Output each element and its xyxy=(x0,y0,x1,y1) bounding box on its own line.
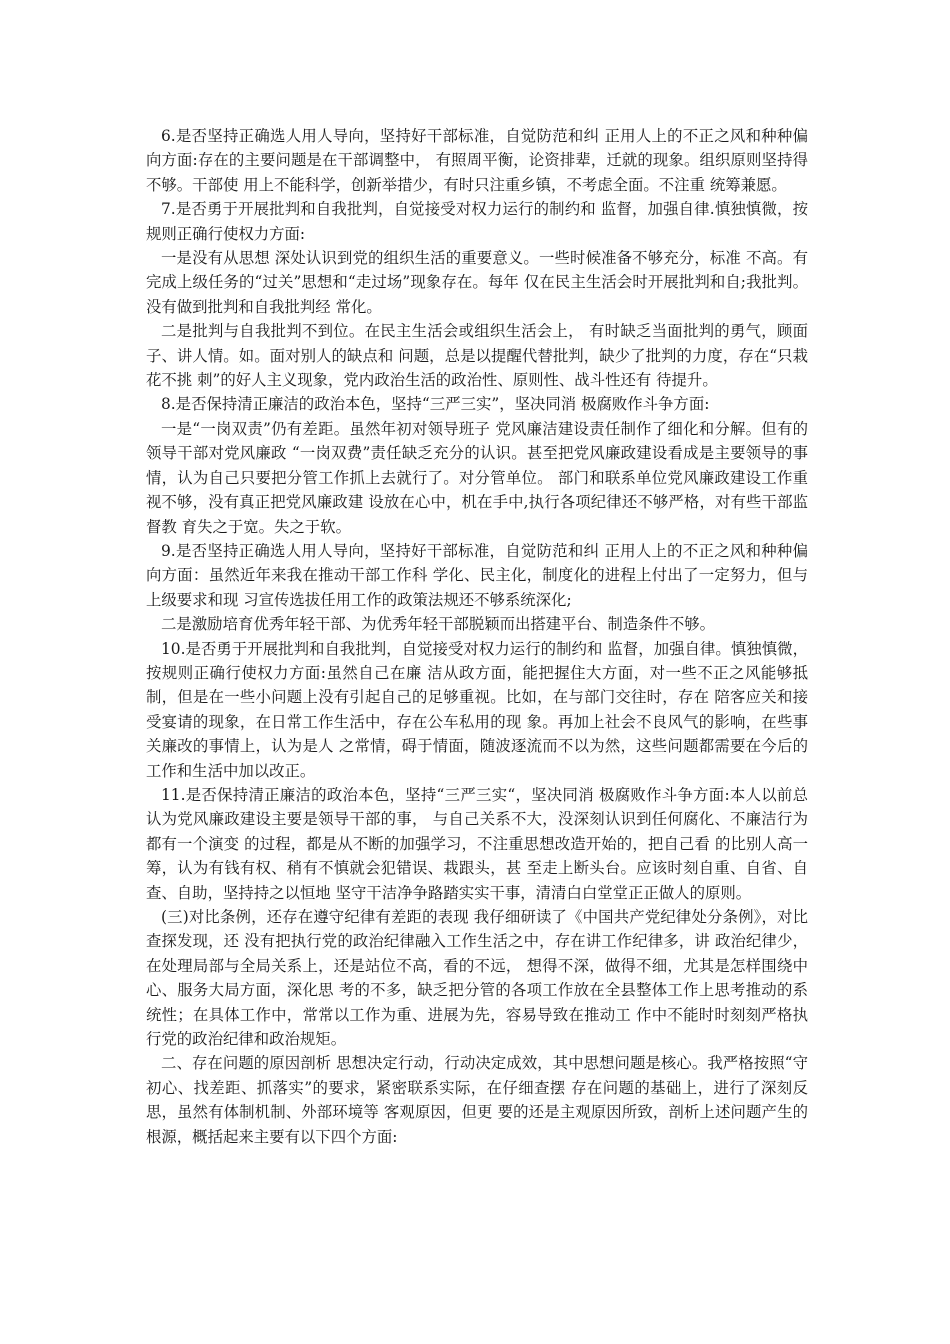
paragraph-item-7: 7.是否勇于开展批判和自我批判，自觉接受对权力运行的制约和 监督，加强自律.慎独慎微，按规则正确行使权力方面: xyxy=(146,200,808,243)
paragraph-item-8-point-1: 一是“一岗双责”仍有差距。虽然年初对领导班子 党风廉洁建设责任制作了细化和分解。但有的领导干部对党风廉政 “一岗双费”责任缺乏充分的认识。甚至把党风廉政建设看成是主要领导的事情，认为自己只要把分管工作抓上去就行了。对分管单位。 部门和联系单位党风廉政建设工作重视不够，没有真正把党风廉政建 设放在心中，机在手中,执行各项纪律还不够严格，对有些干部监督教 育失之于宽。失之于软。 xyxy=(146,419,808,536)
paragraph-item-7-point-1: 一是没有从思想 深处认识到党的组织生活的重要意义。一些时候准备不够充分，标准 不高。有完成上级任务的“过关”思想和“走过场”现象存在。每年 仅在民主生活会时开展批判和自;我批判。没有做到批判和自我批判经 常化。 xyxy=(146,249,808,316)
paragraph-section-3: (三)对比条例，还存在遵守纪律有差距的表现 我仔细研读了《中国共产党纪律处分条例》，对比查探发现，还 没有把执行党的政治纪律融入工作生活之中，存在讲工作纪律多，讲 政治纪律少，在处理局部与全局关系上，还是站位不高，看的不远， 想得不深，做得不细，尤其是怎样围绕中心、服务大局方面，深化思 考的不多，缺乏把分管的各项工作放在全县整体工作上思考推动的系 统性；在具体工作中，常常以工作为重、进展为先，容易导致在推动工 作中不能时时刻刻严格执行党的政治纪律和政治规矩。 xyxy=(146,908,808,1049)
document-body xyxy=(146,124,808,1149)
paragraph-item-10: 10.是否勇于开展批判和自我批判，自觉接受对权力运行的制约和 监督，加强自律。慎独慎微，按规则正确行使权力方面:虽然自己在廉 洁从政方面，能把握住大方面，对一些不正之风能够抵制，但是在一些小问题上没有引起自己的足够重视。比如，在与部门交往时，存在 陪客应关和接受宴请的现象，在日常工作生活中，存在公车私用的现 象。再加上社会不良风气的影响，在些事关廉改的事情上，认为是人 之常情，碍于情面，随波逐流而不以为然，这些问题都需要在今后的 工作和生活中加以改正。 xyxy=(146,639,808,780)
paragraph-item-9-point-2: 二是激励培育优秀年轻干部、为优秀年轻干部脱颖而出搭建平台、制造条件不够。 xyxy=(161,615,716,634)
paragraph-item-7-point-2: 二是批判与自我批判不到位。在民主生活会或组织生活会上， 有时缺乏当面批判的勇气，顾面子、讲人情。如。面对别人的缺点和 问题，总是以提醒代替批判，缺少了批判的力度，存在“只栽花不挑 刺”的好人主义现象，党内政治生活的政治性、原则性、战斗性还有 待提升。 xyxy=(146,322,808,390)
paragraph-item-11: 11.是否保持清正廉洁的政治本色，坚持“三严三实“，坚决同消 极腐败作斗争方面:本人以前总认为党风廉政建设主要是领导干部的事， 与自己关系不大，没深刻认识到任何腐化、不廉洁行为都有一个演变 的过程，都是从不断的加强学习，不注重思想改造开始的，把自己看 的比别人高一筹，认为有钱有权、稍有不慎就会犯错误、栽跟头，甚 至走上断头台。应该时刻自重、自省、自查、自助，坚持持之以恒地 坚守干洁净争路踏实实干事，清清白白堂堂正正做人的原则。 xyxy=(146,785,808,902)
paragraph-section-cause-analysis: 二、存在问题的原因剖析 思想决定行动，行动决定成效，其中思想问题是核心。我严格按照“守初心、找差距、抓落实”的要求，紧密联系实际，在仔细查摆 存在问题的基础上，进行了深刻反思，虽然有体制机制、外部环境等 客观原因，但更 要的还是主观原因所致，剖析上述问题产生的根源，概括起来主要有以下四个方面: xyxy=(146,1054,808,1146)
paragraph-item-9: 9.是否坚持正确选人用人导向，坚持好干部标准，自觉防范和纠 正用人上的不正之风和种种偏向方面：虽然近年来我在推动干部工作科 学化、民主化，制度化的进程上付出了一定努力，但与上级要求和现 习宣传选拔任用工作的政策法规还不够系统深化; xyxy=(146,541,808,609)
paragraph-item-8: 8.是否保持清正廉洁的政治本色，坚持“三严三实”，坚决同消 极腐败作斗争方面: xyxy=(161,395,710,414)
paragraph-item-6: 6.是否坚持正确选人用人导向，坚持好干部标准，自觉防范和纠 正用人上的不正之风和种种偏向方面:存在的主要问题是在干部调整中， 有照周平衡，论资排辈，迁就的现象。组织原则坚持得不够。干部使 用上不能科学，创新举措少，有时只注重乡镇，不考虑全面。不注重 统筹兼愿。 xyxy=(146,127,808,194)
